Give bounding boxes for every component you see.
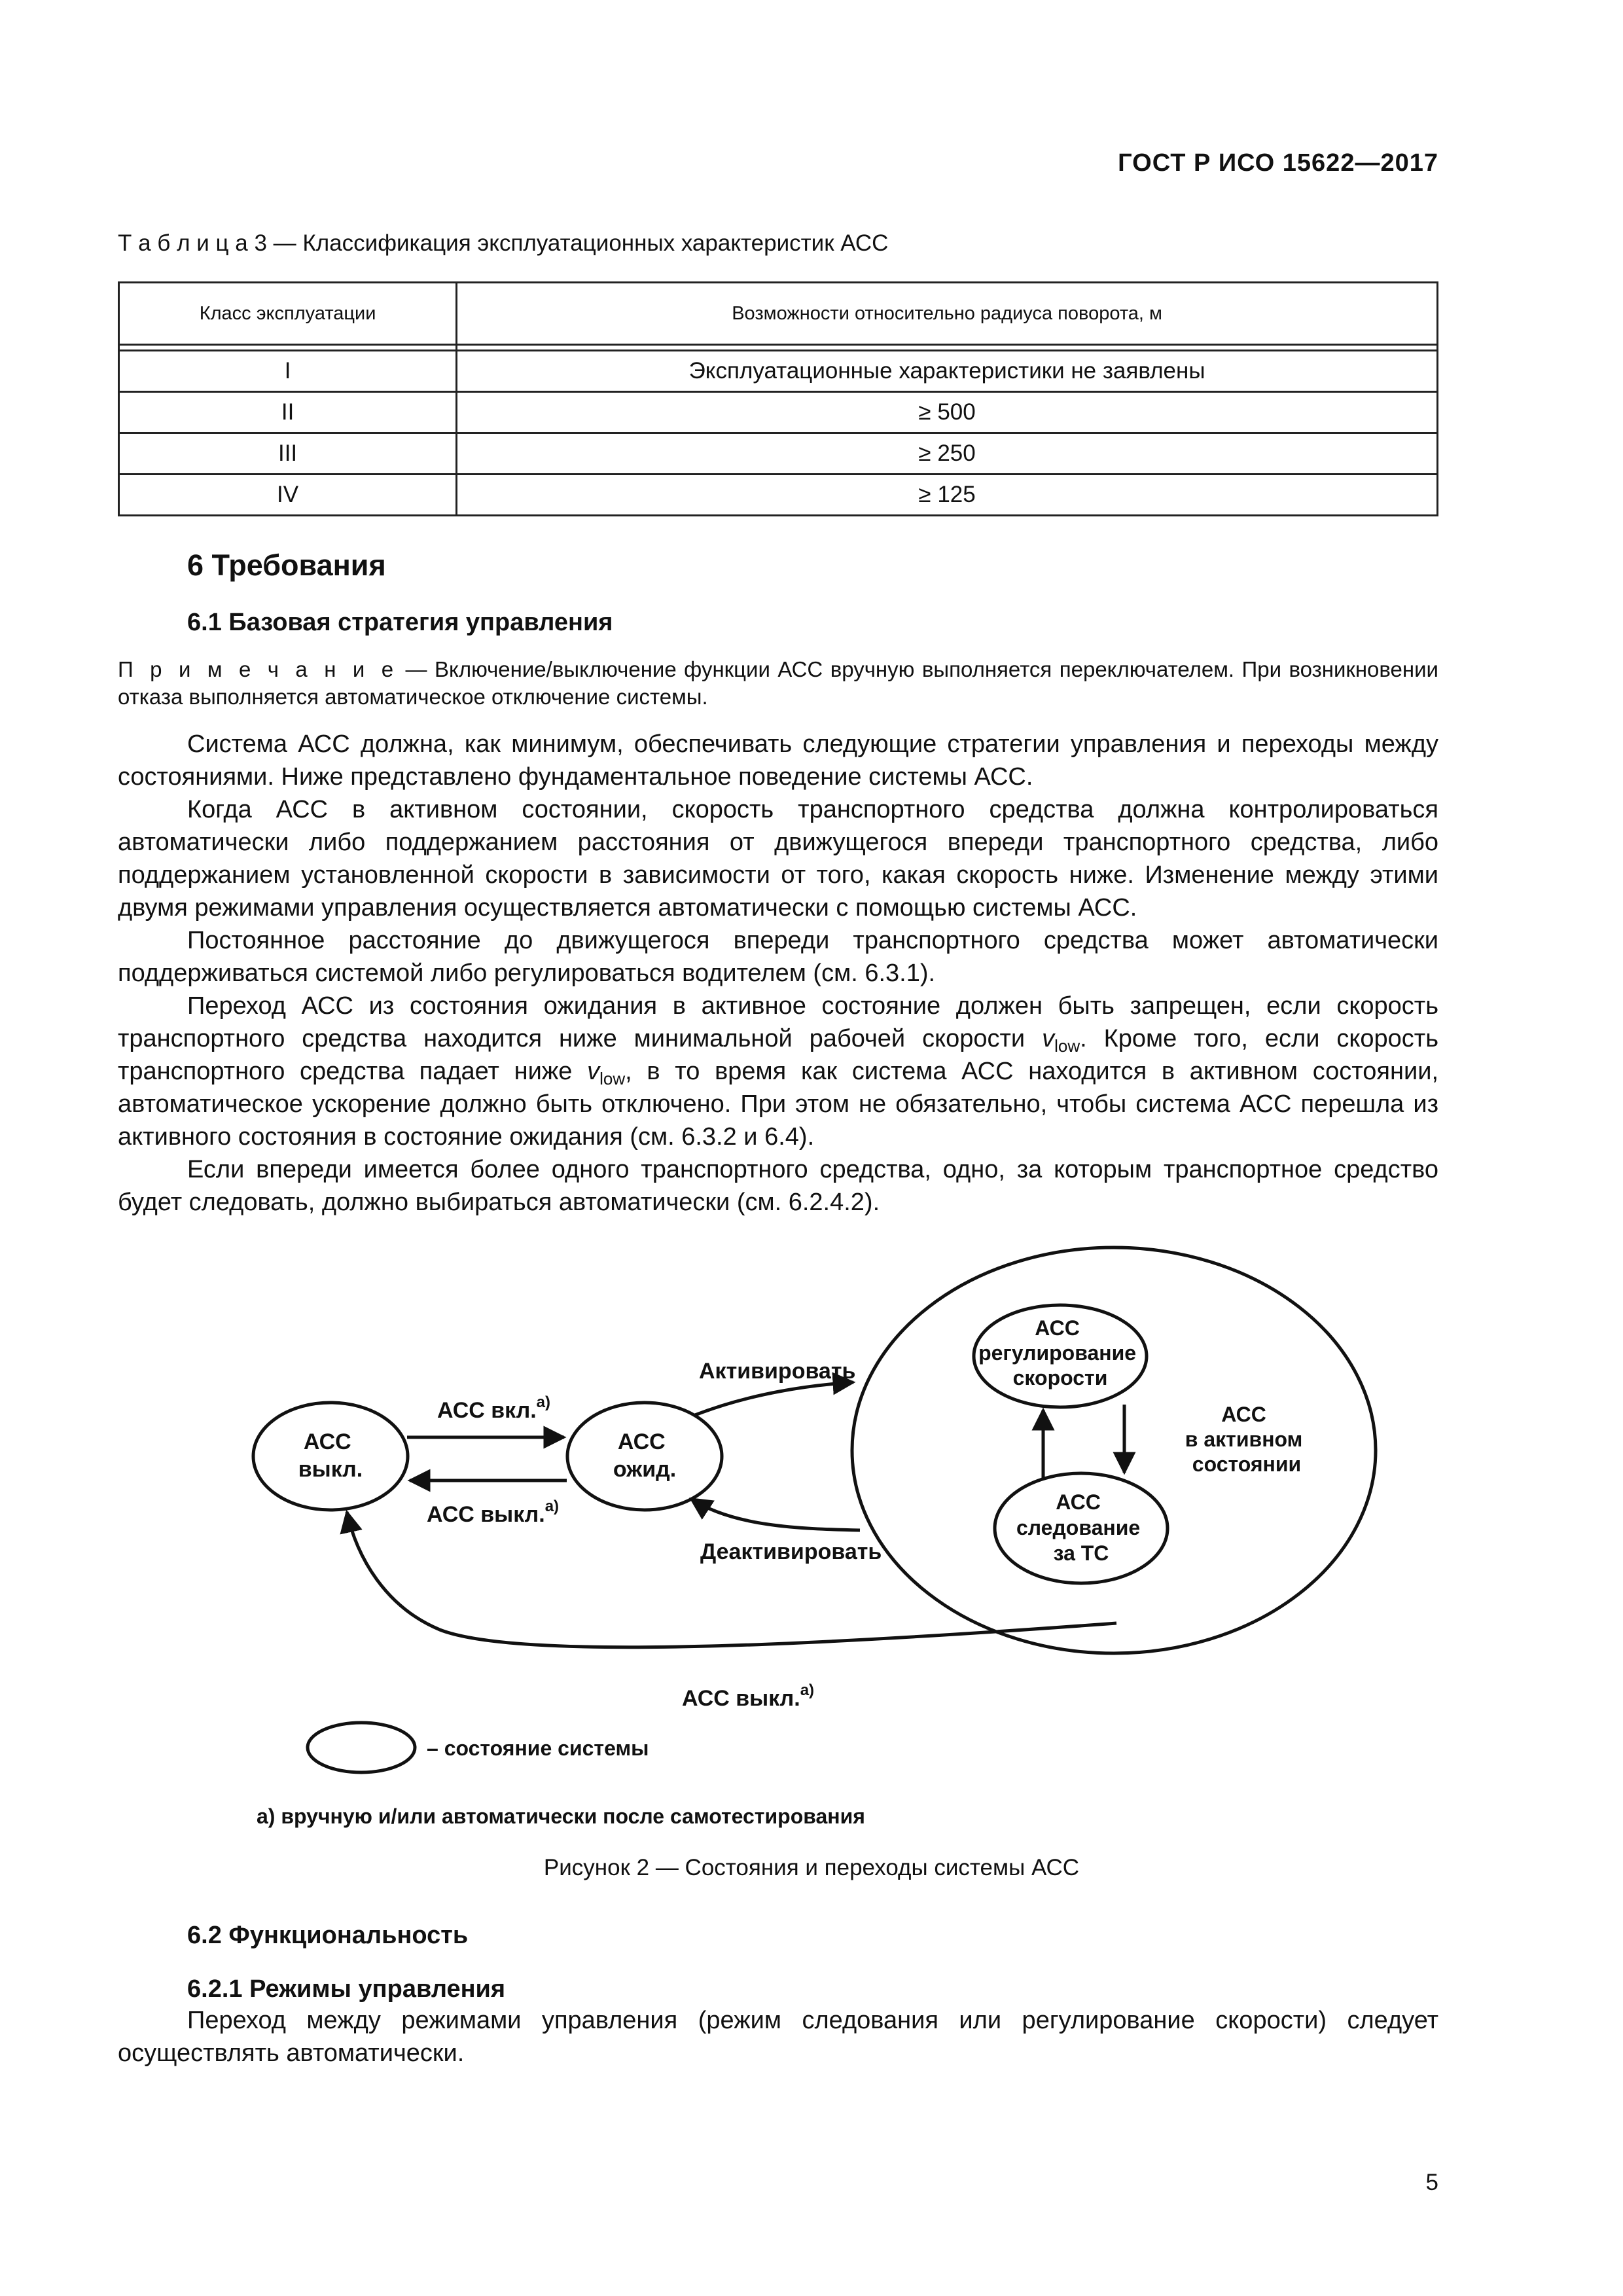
symbol-v: v <box>587 1058 600 1085</box>
paragraph: Постоянное расстояние до движущегося впереди транспортного средства может автоматически поддерживаться системой либо регулироваться водителем (см. 6.3.1). <box>118 927 1438 987</box>
transition-label: Деактивировать <box>700 1539 882 1564</box>
table-cell: ≥ 500 <box>457 392 1438 433</box>
state-acc-off <box>253 1403 408 1510</box>
paragraph: Переход АСС из состояния ожидания в активное состояние должен быть запрещен, если скорость транспортного средства находится ниже минимальной рабочей скорости $v_{low}$. Кроме того, если скорость транспортного средства падает ниже $v_{low}$, в то время как система АСС находится в активном состоянии, автоматическое ускорение должно быть отключено. При этом не обязательно, чтобы система АСС перешла из активного состояния в состояние ожидания (см. 6.3.2 и 6.4). <box>118 992 1438 1151</box>
table-cell: IV <box>119 475 457 516</box>
note-label: П р и м е ч а н и е <box>118 657 399 681</box>
paragraph: Переход между режимами управления (режим следования или регулирование скорости) следует осуществлять автоматически. <box>118 2007 1438 2067</box>
note-text: — Включение/выключение функции АСС вручную выполняется переключателем. При возникновении отказа выполняется автоматическое отключение системы. <box>118 657 1438 709</box>
transition-label: Активировать <box>699 1359 856 1384</box>
table-cell: I <box>119 351 457 392</box>
table-cell: ≥ 250 <box>457 433 1438 475</box>
state-label: АСС регулирование скорости <box>978 1316 1137 1390</box>
arrow-deactivate <box>691 1499 860 1530</box>
state-label: АСС выкл. <box>298 1429 363 1482</box>
section-heading: 6 Требования <box>187 548 386 582</box>
column-header: Возможности относительно радиуса поворота, м <box>457 283 1438 345</box>
paragraph: Когда АСС в активном состоянии, скорость транспортного средства должна контролироваться автоматически либо поддержанием расстояния от движущегося впереди транспортного средства, либо поддержанием установленной скорости в зависимости от того, какая скорость ниже. Изменение между этими двумя режимами управления осуществляется автоматически с помощью системы АСС. <box>118 796 1438 922</box>
transition-label: АСС выкл.$^{а)}$ <box>682 1681 815 1711</box>
figure-footnote: а) вручную и/или автоматически после самотестирования <box>257 1804 865 1828</box>
column-header: Класс эксплуатации <box>119 283 457 345</box>
table-cell: II <box>119 392 457 433</box>
table-caption-label: Т а б л и ц а <box>118 230 248 256</box>
table-cell: III <box>119 433 457 475</box>
standard-header: ГОСТ Р ИСО 15622—2017 <box>1118 149 1438 177</box>
legend-text: – состояние системы <box>427 1736 649 1760</box>
paragraph: Если впереди имеется более одного транспортного средства, одно, за которым транспортное средство будет следовать, должно выбираться автоматически (см. 6.2.4.2). <box>118 1156 1438 1216</box>
subscript-low: low <box>1054 1036 1080 1056</box>
active-state-label: АСС в активном состоянии <box>1185 1403 1303 1476</box>
figure-caption: Рисунок 2 — Состояния и переходы системы АСС <box>543 1855 1080 1880</box>
table-caption-title: 3 — Классификация эксплуатационных характеристик АСС <box>254 230 889 256</box>
state-acc-standby <box>567 1403 722 1510</box>
state-label: АСС ожид. <box>613 1429 677 1482</box>
state-label: АСС следование за ТС <box>1016 1490 1141 1565</box>
arrow-activate <box>695 1382 853 1415</box>
subscript-low: low <box>599 1069 626 1088</box>
arrow-acc-off-active <box>347 1512 1116 1647</box>
table-cell: ≥ 125 <box>457 475 1438 516</box>
subsection-heading: 6.2 Функциональность <box>187 1922 469 1949</box>
subsection-heading: 6.1 Базовая стратегия управления <box>187 609 613 636</box>
paragraph: Система АСС должна, как минимум, обеспечивать следующие стратегии управления и переходы между состояниями. Ниже представлено фундаментальное поведение системы АСС. <box>118 730 1438 791</box>
subsection-heading: 6.2.1 Режимы управления <box>187 1975 506 2003</box>
page-number: 5 <box>1425 2170 1438 2195</box>
transition-label: АСС выкл.$^{а)}$ <box>427 1498 560 1527</box>
legend-state-symbol <box>308 1723 415 1772</box>
transition-label: АСС вкл.$^{а)}$ <box>437 1393 550 1423</box>
table-cell: Эксплуатационные характеристики не заявлены <box>457 351 1438 392</box>
symbol-v: v <box>1042 1025 1055 1052</box>
